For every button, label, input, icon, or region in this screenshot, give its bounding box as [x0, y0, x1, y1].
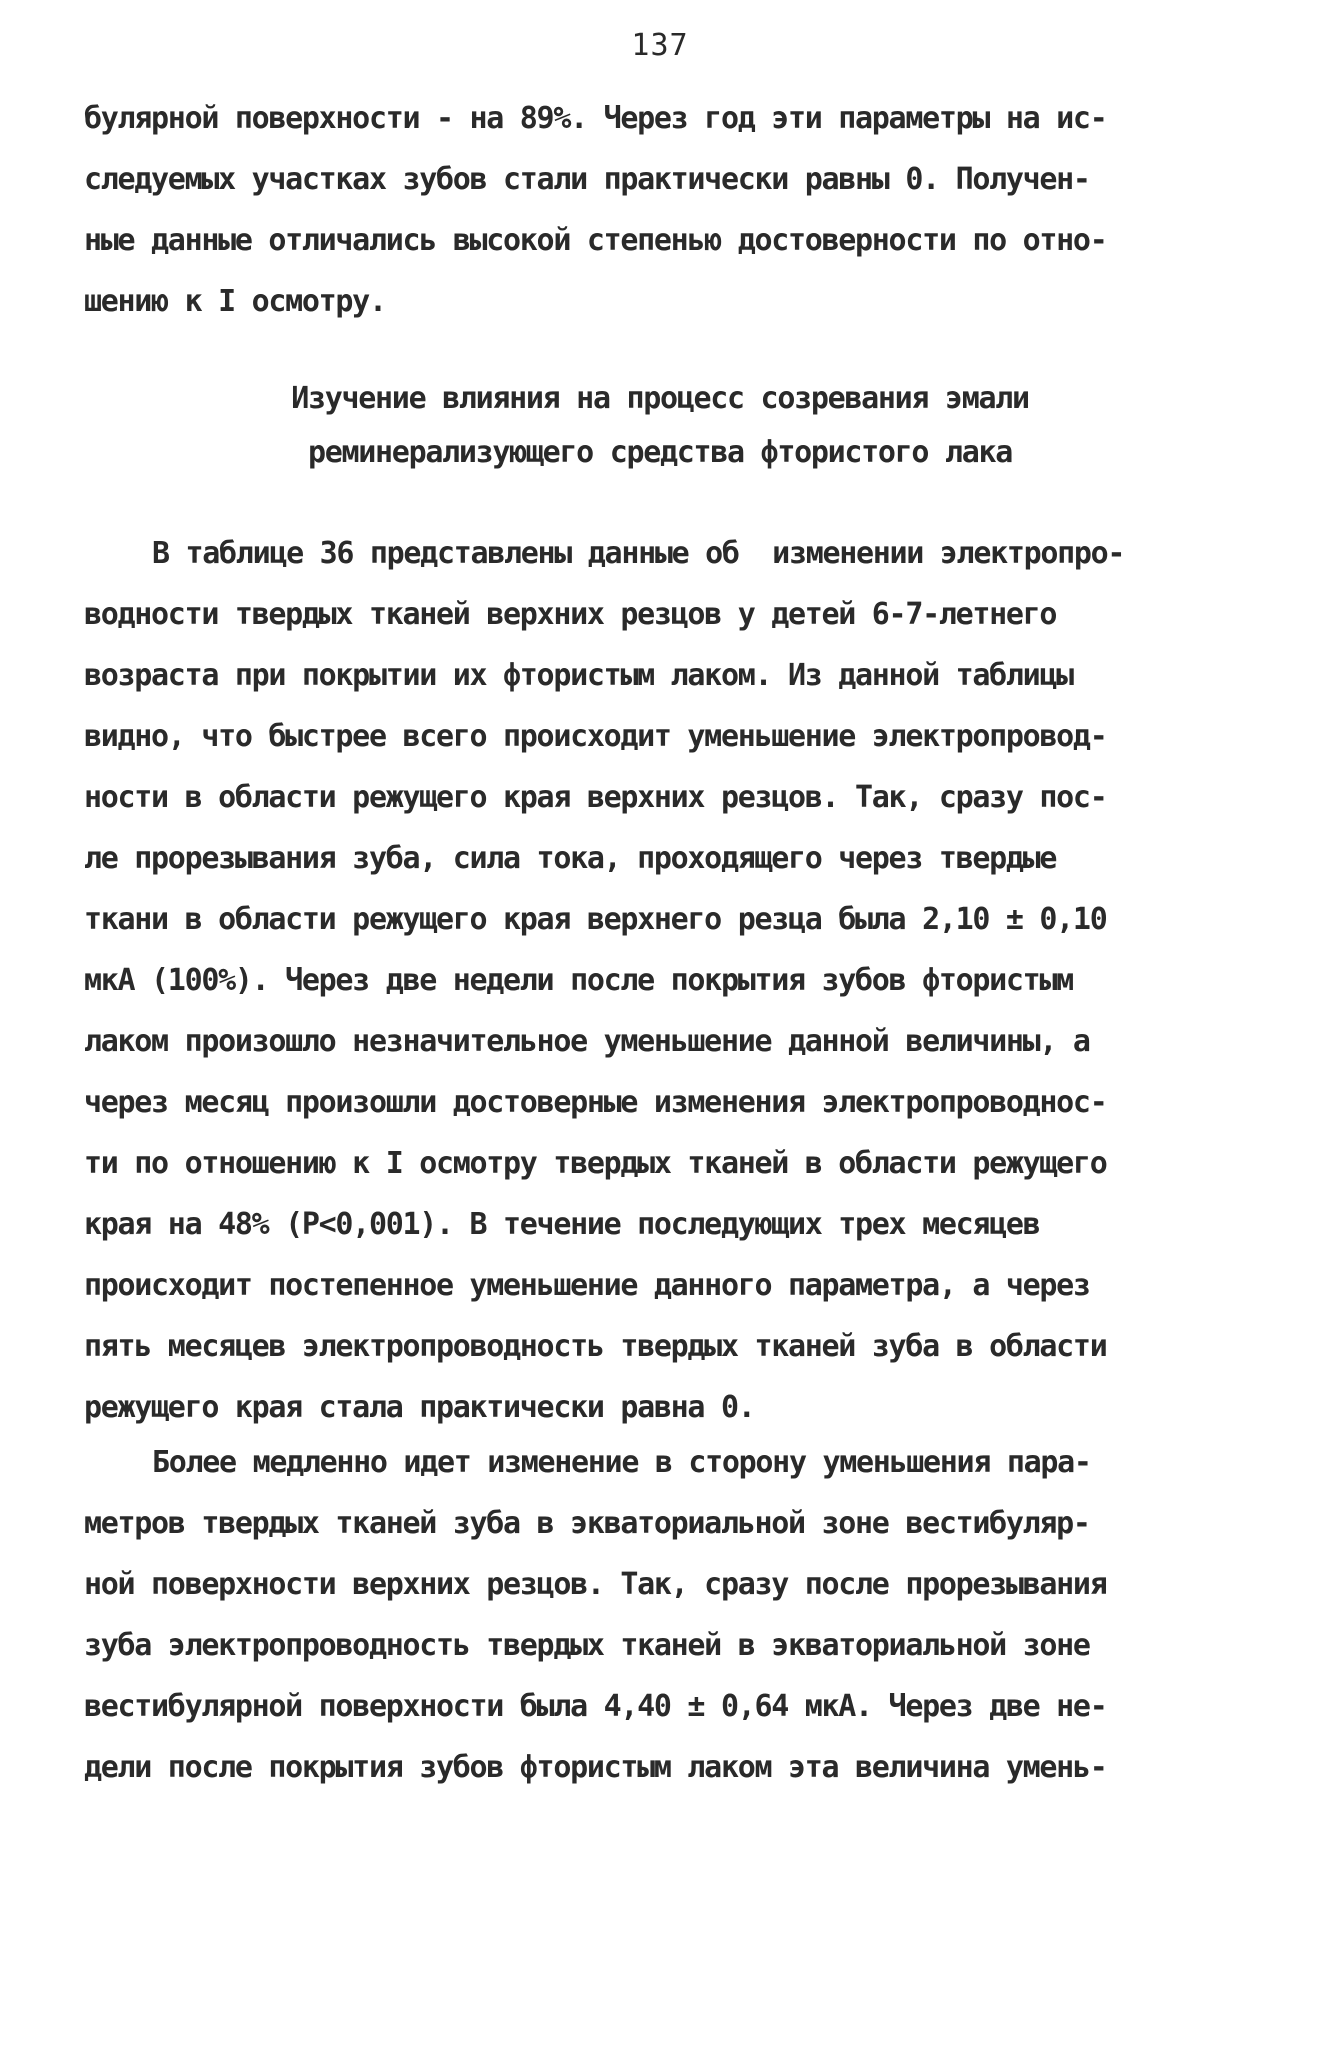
paragraph-table-36 — [84, 523, 1219, 1438]
text-line: булярной поверхности - на 89%. Через год эти параметры на ис- — [84, 101, 1107, 136]
text-line: ные данные отличались высокой степенью достоверности по отно- — [84, 223, 1107, 258]
text-line: метров твердых тканей зуба в экваториальной зоне вестибуляр- — [84, 1506, 1090, 1541]
text-line: дели после покрытия зубов фтористым лаком эта величина умень- — [84, 1750, 1107, 1785]
text-line: В таблице 36 представлены данные об изменении электропро- — [152, 536, 1125, 571]
text-line: пять месяцев электропроводность твердых тканей зуба в области — [84, 1329, 1107, 1364]
text-line: лаком произошло незначительное уменьшение данной величины, а — [84, 1024, 1090, 1059]
intro-paragraph — [84, 88, 1219, 332]
heading-line: реминерализующего средства фтористого лака — [308, 435, 1012, 470]
text-line: происходит постепенное уменьшение данного параметра, а через — [84, 1268, 1090, 1303]
section-heading — [0, 372, 1320, 480]
text-line: края на 48% (P<0,001). В течение последующих трех месяцев — [84, 1207, 1040, 1242]
text-line: ле прорезывания зуба, сила тока, проходящего через твердые — [84, 841, 1057, 876]
text-line: Более медленно идет изменение в сторону уменьшения пара- — [152, 1445, 1091, 1480]
text-line: видно, что быстрее всего происходит уменьшение электропровод- — [84, 719, 1107, 754]
text-line: шению к I осмотру. — [84, 284, 386, 319]
text-line: ти по отношению к I осмотру твердых тканей в области режущего — [84, 1146, 1107, 1181]
text-line: возраста при покрытии их фтористым лаком. Из данной таблицы — [84, 658, 1073, 693]
heading-line: Изучение влияния на процесс созревания эмали — [291, 381, 1029, 416]
text-line: ности в области режущего края верхних резцов. Так, сразу пос- — [84, 780, 1107, 815]
paragraph-equatorial-zone — [84, 1432, 1219, 1798]
text-line: следуемых участках зубов стали практически равны 0. Получен- — [84, 162, 1090, 197]
text-line: вестибулярной поверхности была 4,40 ± 0,64 мкА. Через две не- — [84, 1689, 1107, 1724]
text-line: водности твердых тканей верхних резцов у детей 6-7-летнего — [84, 597, 1057, 632]
text-line: мкА (100%). Через две недели после покрытия зубов фтористым — [84, 963, 1073, 998]
page-number: 137 — [631, 28, 689, 63]
text-line: ной поверхности верхних резцов. Так, сразу после прорезывания — [84, 1567, 1107, 1602]
text-line: через месяц произошли достоверные изменения электропроводнос- — [84, 1085, 1107, 1120]
text-line: зуба электропроводность твердых тканей в экваториальной зоне — [84, 1628, 1090, 1663]
text-line: ткани в области режущего края верхнего резца была 2,10 ± 0,10 — [84, 902, 1107, 937]
text-line: режущего края стала практически равна 0. — [84, 1390, 755, 1425]
